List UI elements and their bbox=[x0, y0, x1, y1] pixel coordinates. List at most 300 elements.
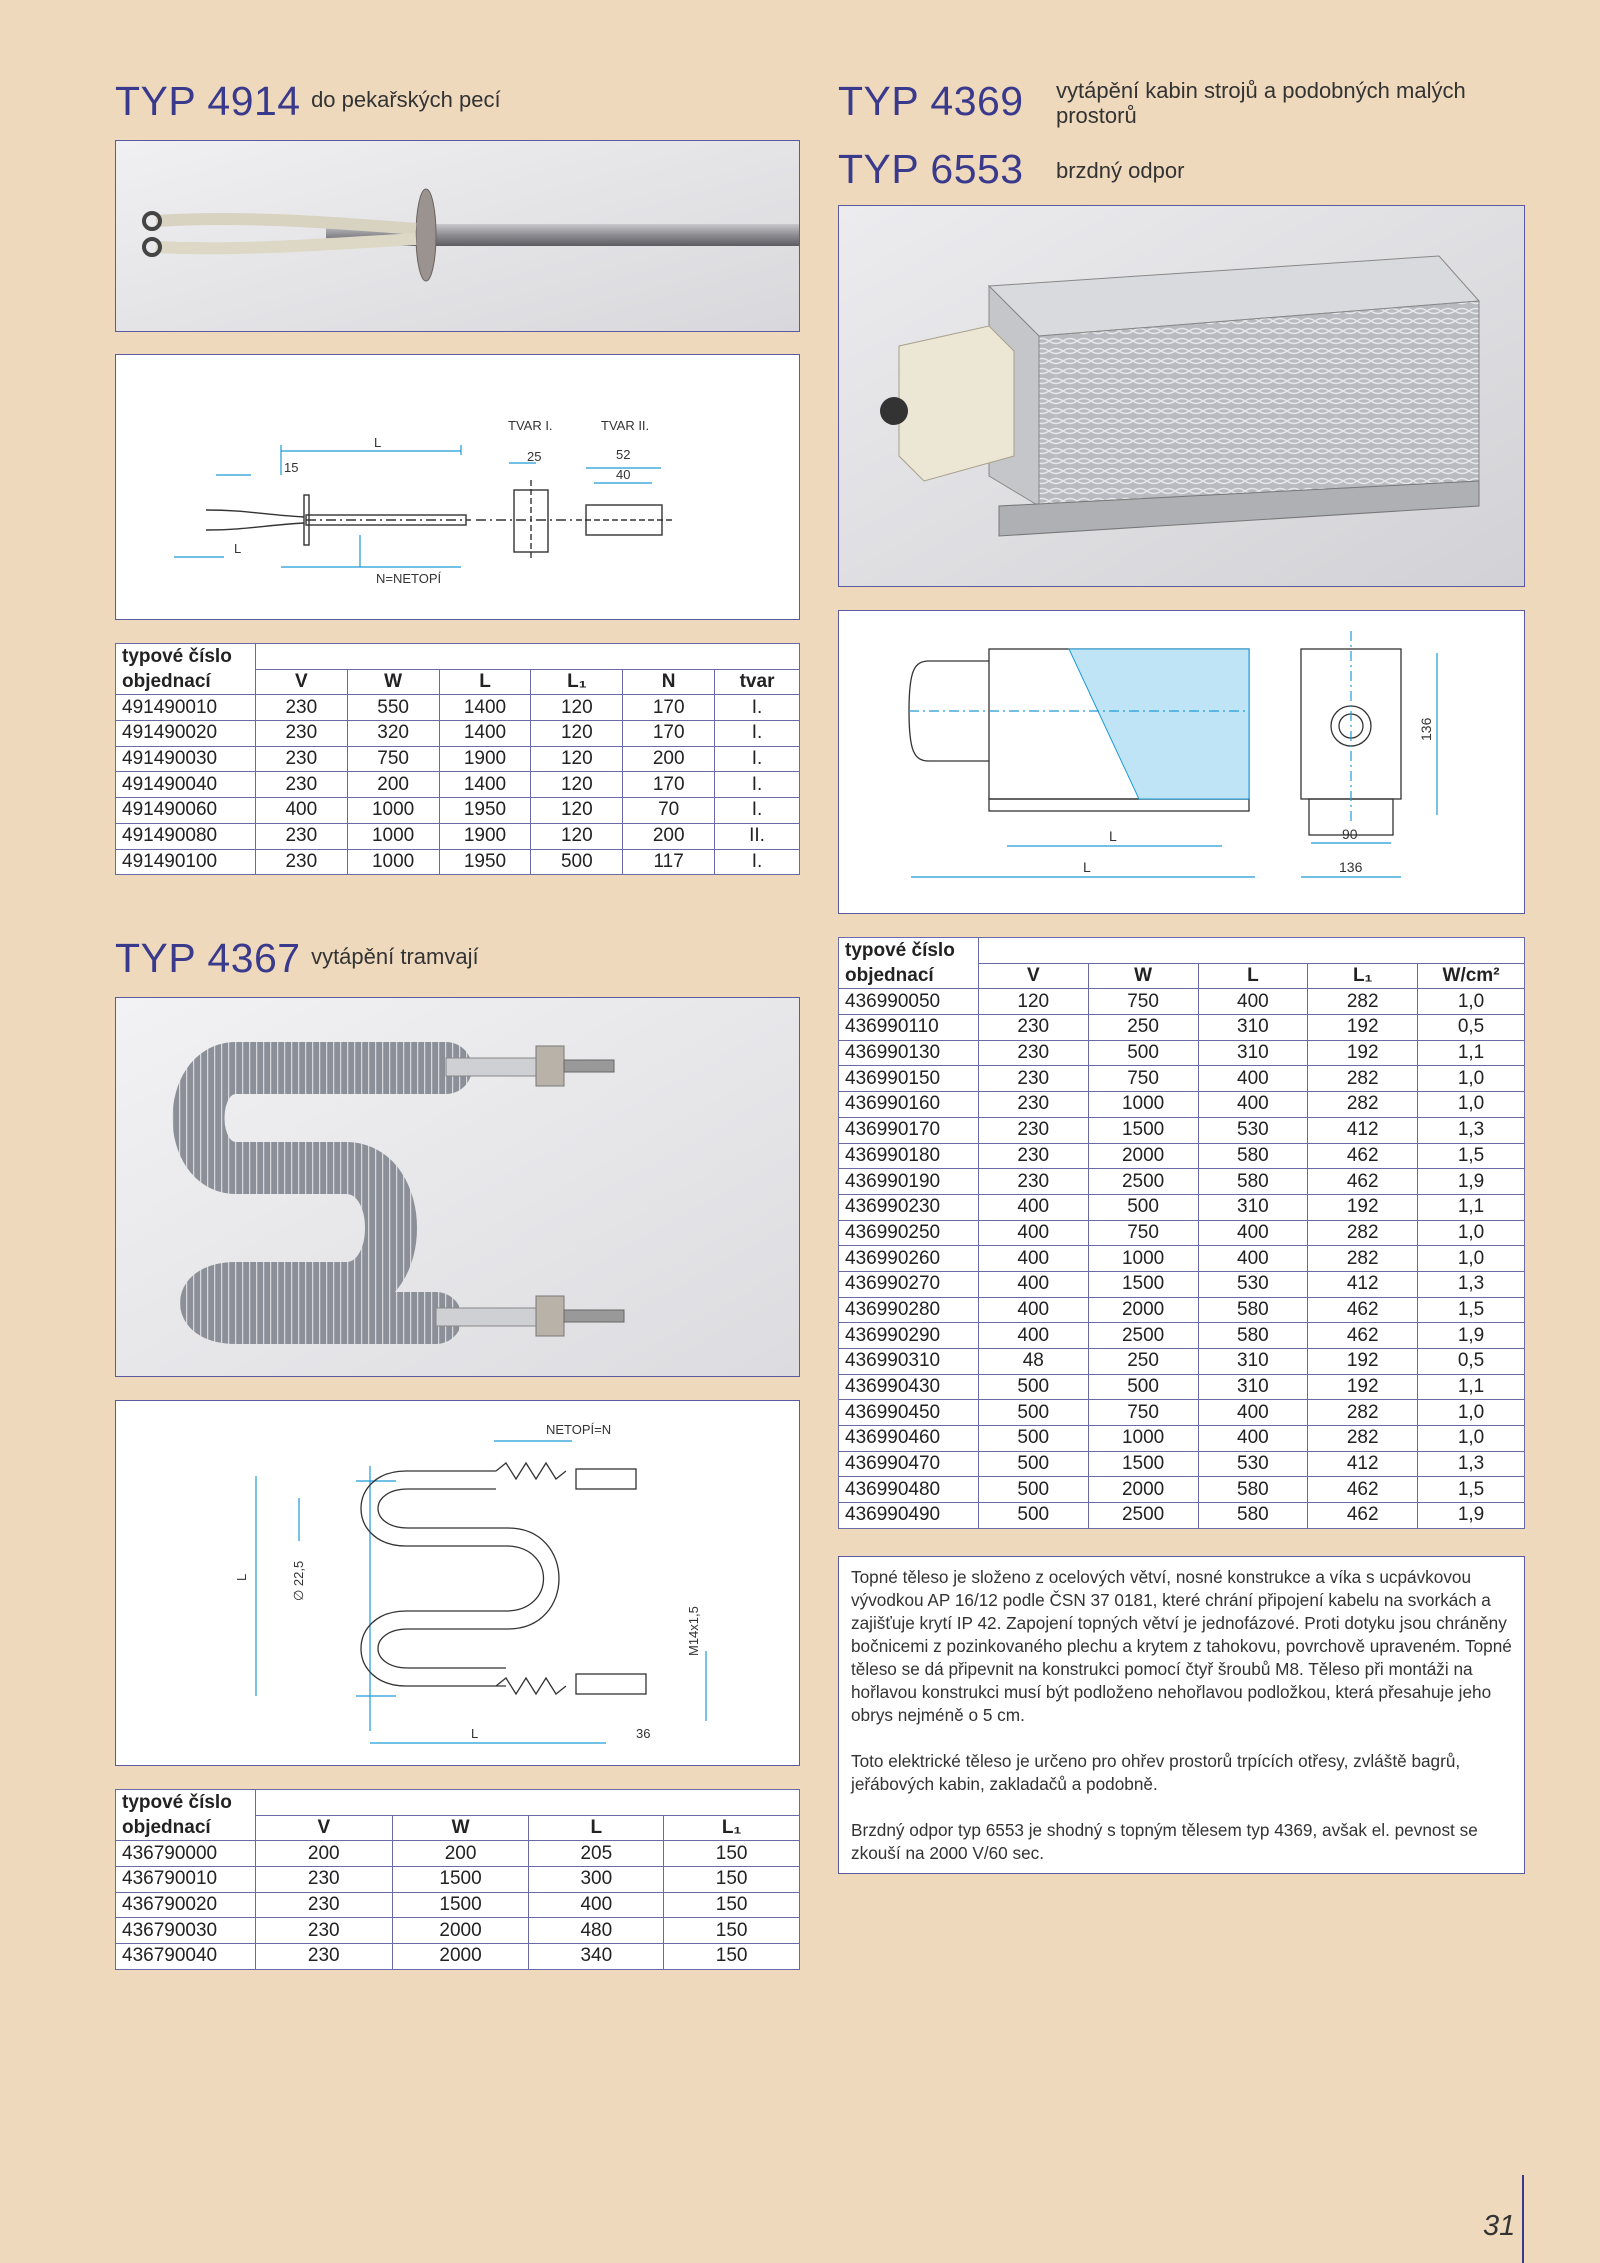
value-cell: 230 bbox=[978, 1169, 1088, 1195]
value-cell: 310 bbox=[1198, 1349, 1308, 1375]
value-cell: 170 bbox=[623, 772, 715, 798]
table-row bbox=[116, 772, 800, 798]
table-row bbox=[116, 849, 800, 875]
value-cell: 1500 bbox=[392, 1867, 529, 1893]
value-cell: 300 bbox=[529, 1867, 664, 1893]
typ-4367-technical-drawing bbox=[116, 1401, 800, 1766]
value-cell: 580 bbox=[1198, 1503, 1308, 1529]
table-row bbox=[839, 1015, 1525, 1041]
order-number-cell: 436990450 bbox=[839, 1400, 979, 1426]
value-cell: 530 bbox=[1198, 1451, 1308, 1477]
value-cell: 282 bbox=[1308, 1400, 1418, 1426]
value-cell: 500 bbox=[531, 849, 623, 875]
value-cell: 1000 bbox=[1088, 1092, 1198, 1118]
value-cell: 230 bbox=[978, 1040, 1088, 1066]
value-cell: 230 bbox=[255, 746, 347, 772]
table-row bbox=[839, 1323, 1525, 1349]
dim-136-horizontal-label: 136 bbox=[1339, 859, 1363, 875]
order-number-cell: 491490030 bbox=[116, 746, 256, 772]
value-cell: 750 bbox=[1088, 989, 1198, 1015]
value-cell: I. bbox=[715, 746, 800, 772]
value-cell: 400 bbox=[978, 1297, 1088, 1323]
table-row bbox=[116, 1918, 800, 1944]
value-cell: 230 bbox=[255, 823, 347, 849]
order-number-cell: 491490020 bbox=[116, 721, 256, 747]
value-cell: 282 bbox=[1308, 1066, 1418, 1092]
table-label-2: objednací bbox=[116, 669, 256, 695]
value-cell: 192 bbox=[1308, 1015, 1418, 1041]
typ-4914-table bbox=[115, 643, 800, 875]
value-cell: 2000 bbox=[1088, 1143, 1198, 1169]
order-number-cell: 436990160 bbox=[839, 1092, 979, 1118]
order-number-cell: 436990480 bbox=[839, 1477, 979, 1503]
order-number-cell: 491490010 bbox=[116, 695, 256, 721]
value-cell: 1000 bbox=[1088, 1426, 1198, 1452]
value-cell: 500 bbox=[978, 1503, 1088, 1529]
value-cell: 750 bbox=[1088, 1066, 1198, 1092]
value-cell: 400 bbox=[1198, 1246, 1308, 1272]
value-cell: 400 bbox=[1198, 1400, 1308, 1426]
order-number-cell: 436990280 bbox=[839, 1297, 979, 1323]
typ-4914-title: TYP 4914 bbox=[115, 78, 301, 124]
order-number-cell: 436790010 bbox=[116, 1867, 256, 1893]
table-row bbox=[116, 746, 800, 772]
value-cell: 1400 bbox=[439, 772, 531, 798]
table-row bbox=[839, 1117, 1525, 1143]
table-label-1: typové číslo bbox=[116, 1790, 256, 1816]
finned-heater-image bbox=[116, 998, 800, 1377]
table-row bbox=[116, 1867, 800, 1893]
table-row bbox=[839, 1400, 1525, 1426]
order-number-cell: 436990260 bbox=[839, 1246, 979, 1272]
typ-4914-photo bbox=[115, 140, 800, 332]
order-number-cell: 436790020 bbox=[116, 1892, 256, 1918]
typ-4367-title: TYP 4367 bbox=[115, 935, 301, 981]
value-cell: 400 bbox=[1198, 989, 1308, 1015]
order-number-cell: 436990310 bbox=[839, 1349, 979, 1375]
column-header: L bbox=[439, 669, 531, 695]
value-cell: 750 bbox=[1088, 1400, 1198, 1426]
dim-40-label: 40 bbox=[616, 467, 631, 482]
dim-25-label: 25 bbox=[527, 449, 542, 464]
value-cell: 2500 bbox=[1088, 1503, 1198, 1529]
value-cell: 70 bbox=[623, 798, 715, 824]
value-cell: 230 bbox=[255, 721, 347, 747]
table-row bbox=[839, 1169, 1525, 1195]
dim-52-label: 52 bbox=[616, 447, 631, 462]
value-cell: 120 bbox=[531, 823, 623, 849]
value-cell: 400 bbox=[978, 1246, 1088, 1272]
value-cell: 1,0 bbox=[1418, 1092, 1525, 1118]
value-cell: 282 bbox=[1308, 1092, 1418, 1118]
dim-L-label: L bbox=[1083, 859, 1091, 875]
tvar-2-label: TVAR II. bbox=[601, 418, 650, 433]
value-cell: 400 bbox=[529, 1892, 664, 1918]
column-header: N bbox=[623, 669, 715, 695]
value-cell: 230 bbox=[255, 1944, 392, 1970]
value-cell: 1,9 bbox=[1418, 1323, 1525, 1349]
order-number-cell: 436790030 bbox=[116, 1918, 256, 1944]
value-cell: 400 bbox=[1198, 1220, 1308, 1246]
value-cell: 1000 bbox=[347, 823, 439, 849]
order-number-cell: 436990170 bbox=[839, 1117, 979, 1143]
column-header: W bbox=[347, 669, 439, 695]
value-cell: 480 bbox=[529, 1918, 664, 1944]
order-number-cell: 436990150 bbox=[839, 1066, 979, 1092]
value-cell: 580 bbox=[1198, 1477, 1308, 1503]
table-row bbox=[116, 823, 800, 849]
value-cell: 412 bbox=[1308, 1451, 1418, 1477]
value-cell: 1900 bbox=[439, 823, 531, 849]
typ-4914-header bbox=[115, 78, 795, 128]
value-cell: 462 bbox=[1308, 1143, 1418, 1169]
value-cell: 192 bbox=[1308, 1040, 1418, 1066]
value-cell: I. bbox=[715, 695, 800, 721]
order-number-cell: 436990430 bbox=[839, 1374, 979, 1400]
value-cell: 2000 bbox=[1088, 1477, 1198, 1503]
value-cell: 580 bbox=[1198, 1323, 1308, 1349]
order-number-cell: 491490100 bbox=[116, 849, 256, 875]
value-cell: 2000 bbox=[392, 1944, 529, 1970]
cabin-heater-image bbox=[839, 206, 1525, 587]
order-number-cell: 436790040 bbox=[116, 1944, 256, 1970]
value-cell: 192 bbox=[1308, 1374, 1418, 1400]
value-cell: 580 bbox=[1198, 1169, 1308, 1195]
value-cell: 230 bbox=[255, 1892, 392, 1918]
order-number-cell: 436790000 bbox=[116, 1841, 256, 1867]
column-header: L₁ bbox=[664, 1815, 800, 1841]
table-row bbox=[116, 1841, 800, 1867]
order-number-cell: 436990290 bbox=[839, 1323, 979, 1349]
value-cell: I. bbox=[715, 721, 800, 747]
column-header: tvar bbox=[715, 669, 800, 695]
value-cell: 205 bbox=[529, 1841, 664, 1867]
table-row bbox=[839, 1040, 1525, 1066]
description-paragraph-1: Topné těleso je složeno z ocelových větví, nosné konstrukce a víka s ucpávkovou vývodkou AP 16/12 podle ČSN 37 0181, které chrání připojení kabelu na svorkách a zajišťuje krytí IP 42. Zapojení topných větví je jednofázové. Proti dotyku jsou chráněny bočnicemi z pozinkovaného plechu a krytem z tahokovu, povrchově upraveném. Topné těleso se dá připevnit na konstrukci pomocí čtyř šroubů M8. Těleso při montáži na hořlavou konstrukci musí být podloženo nehořlavou podložkou, která přesahuje jeho obrys nejméně o 5 cm. bbox=[851, 1567, 1512, 1725]
value-cell: 1950 bbox=[439, 849, 531, 875]
dim-L1-label: L bbox=[234, 1573, 249, 1581]
typ-4369-photo bbox=[838, 205, 1525, 587]
typ-4369-table bbox=[838, 937, 1525, 1529]
page-number: 31 bbox=[1483, 2210, 1516, 2242]
value-cell: 1,5 bbox=[1418, 1297, 1525, 1323]
table-row bbox=[839, 989, 1525, 1015]
value-cell: 150 bbox=[664, 1944, 800, 1970]
value-cell: 282 bbox=[1308, 989, 1418, 1015]
value-cell: 120 bbox=[531, 695, 623, 721]
typ-4914-drawing bbox=[115, 354, 800, 620]
typ-4367-subtitle: vytápění tramvají bbox=[311, 944, 479, 969]
value-cell: 120 bbox=[531, 772, 623, 798]
typ-6553-title: TYP 6553 bbox=[838, 146, 1024, 192]
value-cell: 580 bbox=[1198, 1143, 1308, 1169]
value-cell: 1000 bbox=[1088, 1246, 1198, 1272]
order-number-cell: 436990190 bbox=[839, 1169, 979, 1195]
dim-36-label: 36 bbox=[636, 1726, 651, 1741]
value-cell: 1,9 bbox=[1418, 1503, 1525, 1529]
table-row bbox=[116, 695, 800, 721]
value-cell: 170 bbox=[623, 695, 715, 721]
value-cell: 500 bbox=[978, 1426, 1088, 1452]
dim-L-label: L bbox=[471, 1726, 479, 1741]
column-header: L bbox=[529, 1815, 664, 1841]
value-cell: 200 bbox=[347, 772, 439, 798]
dim-136-vertical-label: 136 bbox=[1418, 717, 1434, 741]
value-cell: 310 bbox=[1198, 1194, 1308, 1220]
value-cell: 0,5 bbox=[1418, 1349, 1525, 1375]
value-cell: 400 bbox=[1198, 1092, 1308, 1118]
value-cell: 1,5 bbox=[1418, 1477, 1525, 1503]
value-cell: 1,0 bbox=[1418, 989, 1525, 1015]
value-cell: 1,3 bbox=[1418, 1271, 1525, 1297]
value-cell: 230 bbox=[978, 1066, 1088, 1092]
table-row bbox=[839, 1143, 1525, 1169]
value-cell: 400 bbox=[978, 1194, 1088, 1220]
order-number-cell: 436990250 bbox=[839, 1220, 979, 1246]
value-cell: 400 bbox=[978, 1323, 1088, 1349]
value-cell: 500 bbox=[978, 1400, 1088, 1426]
typ-4367-table bbox=[115, 1789, 800, 1970]
order-number-cell: 436990490 bbox=[839, 1503, 979, 1529]
value-cell: 192 bbox=[1308, 1194, 1418, 1220]
value-cell: 400 bbox=[978, 1220, 1088, 1246]
value-cell: 500 bbox=[1088, 1374, 1198, 1400]
value-cell: 750 bbox=[347, 746, 439, 772]
value-cell: 200 bbox=[392, 1841, 529, 1867]
order-number-cell: 436990110 bbox=[839, 1015, 979, 1041]
order-number-cell: 491490040 bbox=[116, 772, 256, 798]
value-cell: 200 bbox=[623, 823, 715, 849]
value-cell: 0,5 bbox=[1418, 1015, 1525, 1041]
table-row bbox=[839, 1246, 1525, 1272]
value-cell: 1,5 bbox=[1418, 1143, 1525, 1169]
table-row bbox=[839, 1426, 1525, 1452]
typ-4914-subtitle: do pekařských pecí bbox=[311, 87, 501, 112]
typ-6553-subtitle: brzdný odpor bbox=[1056, 158, 1185, 183]
order-number-cell: 436990470 bbox=[839, 1451, 979, 1477]
value-cell: 1500 bbox=[1088, 1451, 1198, 1477]
value-cell: 310 bbox=[1198, 1015, 1308, 1041]
value-cell: 1,0 bbox=[1418, 1426, 1525, 1452]
value-cell: 1,0 bbox=[1418, 1246, 1525, 1272]
value-cell: 750 bbox=[1088, 1220, 1198, 1246]
value-cell: I. bbox=[715, 772, 800, 798]
order-number-cell: 436990460 bbox=[839, 1426, 979, 1452]
value-cell: 530 bbox=[1198, 1271, 1308, 1297]
value-cell: 1500 bbox=[1088, 1117, 1198, 1143]
value-cell: 230 bbox=[255, 772, 347, 798]
value-cell: I. bbox=[715, 849, 800, 875]
value-cell: I. bbox=[715, 798, 800, 824]
typ-4369-subtitle: vytápění kabin strojů a podobných malých prostorů bbox=[1056, 78, 1466, 128]
column-header: L₁ bbox=[531, 669, 623, 695]
value-cell: 400 bbox=[255, 798, 347, 824]
value-cell: 500 bbox=[978, 1374, 1088, 1400]
table-row bbox=[116, 798, 800, 824]
typ-4914-technical-drawing bbox=[116, 355, 800, 620]
table-row bbox=[839, 1271, 1525, 1297]
heating-rod-image bbox=[116, 141, 800, 332]
value-cell: 282 bbox=[1308, 1426, 1418, 1452]
value-cell: 150 bbox=[664, 1892, 800, 1918]
order-number-cell: 436990230 bbox=[839, 1194, 979, 1220]
value-cell: 170 bbox=[623, 721, 715, 747]
table-row bbox=[839, 1503, 1525, 1529]
value-cell: 150 bbox=[664, 1841, 800, 1867]
value-cell: 200 bbox=[623, 746, 715, 772]
value-cell: 550 bbox=[347, 695, 439, 721]
value-cell: 117 bbox=[623, 849, 715, 875]
order-number-cell: 436990180 bbox=[839, 1143, 979, 1169]
description-paragraph-2: Toto elektrické těleso je určeno pro ohřev prostorů trpících otřesy, zvláště bagrů, jeřábových kabin, zakladačů a podobně. bbox=[851, 1751, 1461, 1794]
typ-4367-drawing bbox=[115, 1400, 800, 1766]
value-cell: 1000 bbox=[347, 798, 439, 824]
table-row bbox=[839, 1194, 1525, 1220]
value-cell: 500 bbox=[978, 1451, 1088, 1477]
table-row bbox=[116, 721, 800, 747]
table-label-1: typové číslo bbox=[839, 938, 979, 964]
value-cell: 580 bbox=[1198, 1297, 1308, 1323]
value-cell: 1,1 bbox=[1418, 1194, 1525, 1220]
value-cell: 2000 bbox=[392, 1918, 529, 1944]
value-cell: 340 bbox=[529, 1944, 664, 1970]
value-cell: 120 bbox=[978, 989, 1088, 1015]
netopi-n-label: NETOPÍ=N bbox=[546, 1422, 612, 1437]
value-cell: 1400 bbox=[439, 695, 531, 721]
typ-4369-title: TYP 4369 bbox=[838, 78, 1024, 124]
value-cell: 462 bbox=[1308, 1169, 1418, 1195]
column-header: V bbox=[255, 669, 347, 695]
page-number-rule bbox=[1522, 2175, 1524, 2263]
value-cell: 1400 bbox=[439, 721, 531, 747]
value-cell: 1,1 bbox=[1418, 1374, 1525, 1400]
value-cell: 1500 bbox=[1088, 1271, 1198, 1297]
value-cell: 230 bbox=[255, 1867, 392, 1893]
value-cell: 230 bbox=[978, 1015, 1088, 1041]
value-cell: 310 bbox=[1198, 1040, 1308, 1066]
value-cell: 1,0 bbox=[1418, 1066, 1525, 1092]
value-cell: 310 bbox=[1198, 1374, 1308, 1400]
table-label-2: objednací bbox=[116, 1815, 256, 1841]
diameter-label: ∅ 22,5 bbox=[291, 1560, 306, 1601]
value-cell: 200 bbox=[255, 1841, 392, 1867]
value-cell: 530 bbox=[1198, 1117, 1308, 1143]
value-cell: 230 bbox=[255, 1918, 392, 1944]
table-row bbox=[839, 1477, 1525, 1503]
value-cell: 320 bbox=[347, 721, 439, 747]
value-cell: 1,1 bbox=[1418, 1040, 1525, 1066]
value-cell: 192 bbox=[1308, 1349, 1418, 1375]
value-cell: 230 bbox=[978, 1092, 1088, 1118]
column-header: W bbox=[1088, 963, 1198, 989]
column-header: L₁ bbox=[1308, 963, 1418, 989]
value-cell: 48 bbox=[978, 1349, 1088, 1375]
typ-4369-drawing bbox=[838, 610, 1525, 914]
value-cell: 282 bbox=[1308, 1246, 1418, 1272]
value-cell: 1,9 bbox=[1418, 1169, 1525, 1195]
value-cell: 500 bbox=[1088, 1194, 1198, 1220]
typ-4369-header bbox=[838, 78, 1528, 128]
typ-6553-header bbox=[838, 146, 1528, 196]
column-header: L bbox=[1198, 963, 1308, 989]
value-cell: 1,3 bbox=[1418, 1451, 1525, 1477]
value-cell: 500 bbox=[1088, 1040, 1198, 1066]
value-cell: II. bbox=[715, 823, 800, 849]
dim-90-label: 90 bbox=[1342, 826, 1358, 842]
value-cell: 120 bbox=[531, 798, 623, 824]
table-row bbox=[116, 1892, 800, 1918]
value-cell: 120 bbox=[531, 721, 623, 747]
typ-4367-header bbox=[115, 935, 795, 985]
value-cell: 412 bbox=[1308, 1117, 1418, 1143]
table-row bbox=[116, 1944, 800, 1970]
table-row bbox=[839, 1349, 1525, 1375]
table-label-2: objednací bbox=[839, 963, 979, 989]
value-cell: 500 bbox=[978, 1477, 1088, 1503]
table-row bbox=[839, 1451, 1525, 1477]
value-cell: 1,0 bbox=[1418, 1400, 1525, 1426]
value-cell: 150 bbox=[664, 1918, 800, 1944]
value-cell: 1,3 bbox=[1418, 1117, 1525, 1143]
value-cell: 2500 bbox=[1088, 1323, 1198, 1349]
value-cell: 230 bbox=[978, 1143, 1088, 1169]
order-number-cell: 436990130 bbox=[839, 1040, 979, 1066]
column-header: V bbox=[978, 963, 1088, 989]
value-cell: 1950 bbox=[439, 798, 531, 824]
typ-4369-technical-drawing bbox=[839, 611, 1525, 914]
description-paragraph-3: Brzdný odpor typ 6553 je shodný s topným tělesem typ 4369, avšak el. pevnost se zkouší na 2000 V/60 sec. bbox=[851, 1820, 1478, 1863]
value-cell: 282 bbox=[1308, 1220, 1418, 1246]
value-cell: 250 bbox=[1088, 1349, 1198, 1375]
value-cell: 462 bbox=[1308, 1297, 1418, 1323]
order-number-cell: 491490080 bbox=[116, 823, 256, 849]
value-cell: 462 bbox=[1308, 1323, 1418, 1349]
order-number-cell: 436990270 bbox=[839, 1271, 979, 1297]
netopi-label: N=NETOPÍ bbox=[376, 571, 442, 586]
value-cell: 2000 bbox=[1088, 1297, 1198, 1323]
table-label-1: typové číslo bbox=[116, 644, 256, 670]
table-row bbox=[839, 1374, 1525, 1400]
value-cell: 1900 bbox=[439, 746, 531, 772]
value-cell: 2500 bbox=[1088, 1169, 1198, 1195]
dim-L1-label: L bbox=[1109, 828, 1117, 844]
value-cell: 400 bbox=[978, 1271, 1088, 1297]
value-cell: 462 bbox=[1308, 1503, 1418, 1529]
column-header: W/cm² bbox=[1418, 963, 1525, 989]
value-cell: 230 bbox=[255, 695, 347, 721]
table-row bbox=[839, 1066, 1525, 1092]
column-header: W bbox=[392, 1815, 529, 1841]
table-row bbox=[839, 1092, 1525, 1118]
value-cell: 230 bbox=[255, 849, 347, 875]
typ-4367-photo bbox=[115, 997, 800, 1377]
value-cell: 412 bbox=[1308, 1271, 1418, 1297]
value-cell: 400 bbox=[1198, 1426, 1308, 1452]
order-number-cell: 491490060 bbox=[116, 798, 256, 824]
table-row bbox=[839, 1220, 1525, 1246]
value-cell: 1500 bbox=[392, 1892, 529, 1918]
dim-L-label: L bbox=[374, 435, 382, 450]
column-header: V bbox=[255, 1815, 392, 1841]
value-cell: 250 bbox=[1088, 1015, 1198, 1041]
value-cell: 1,0 bbox=[1418, 1220, 1525, 1246]
order-number-cell: 436990050 bbox=[839, 989, 979, 1015]
value-cell: 462 bbox=[1308, 1477, 1418, 1503]
tvar-1-label: TVAR I. bbox=[508, 418, 553, 433]
dim-15-label: 15 bbox=[284, 460, 299, 475]
value-cell: 150 bbox=[664, 1867, 800, 1893]
value-cell: 120 bbox=[531, 746, 623, 772]
